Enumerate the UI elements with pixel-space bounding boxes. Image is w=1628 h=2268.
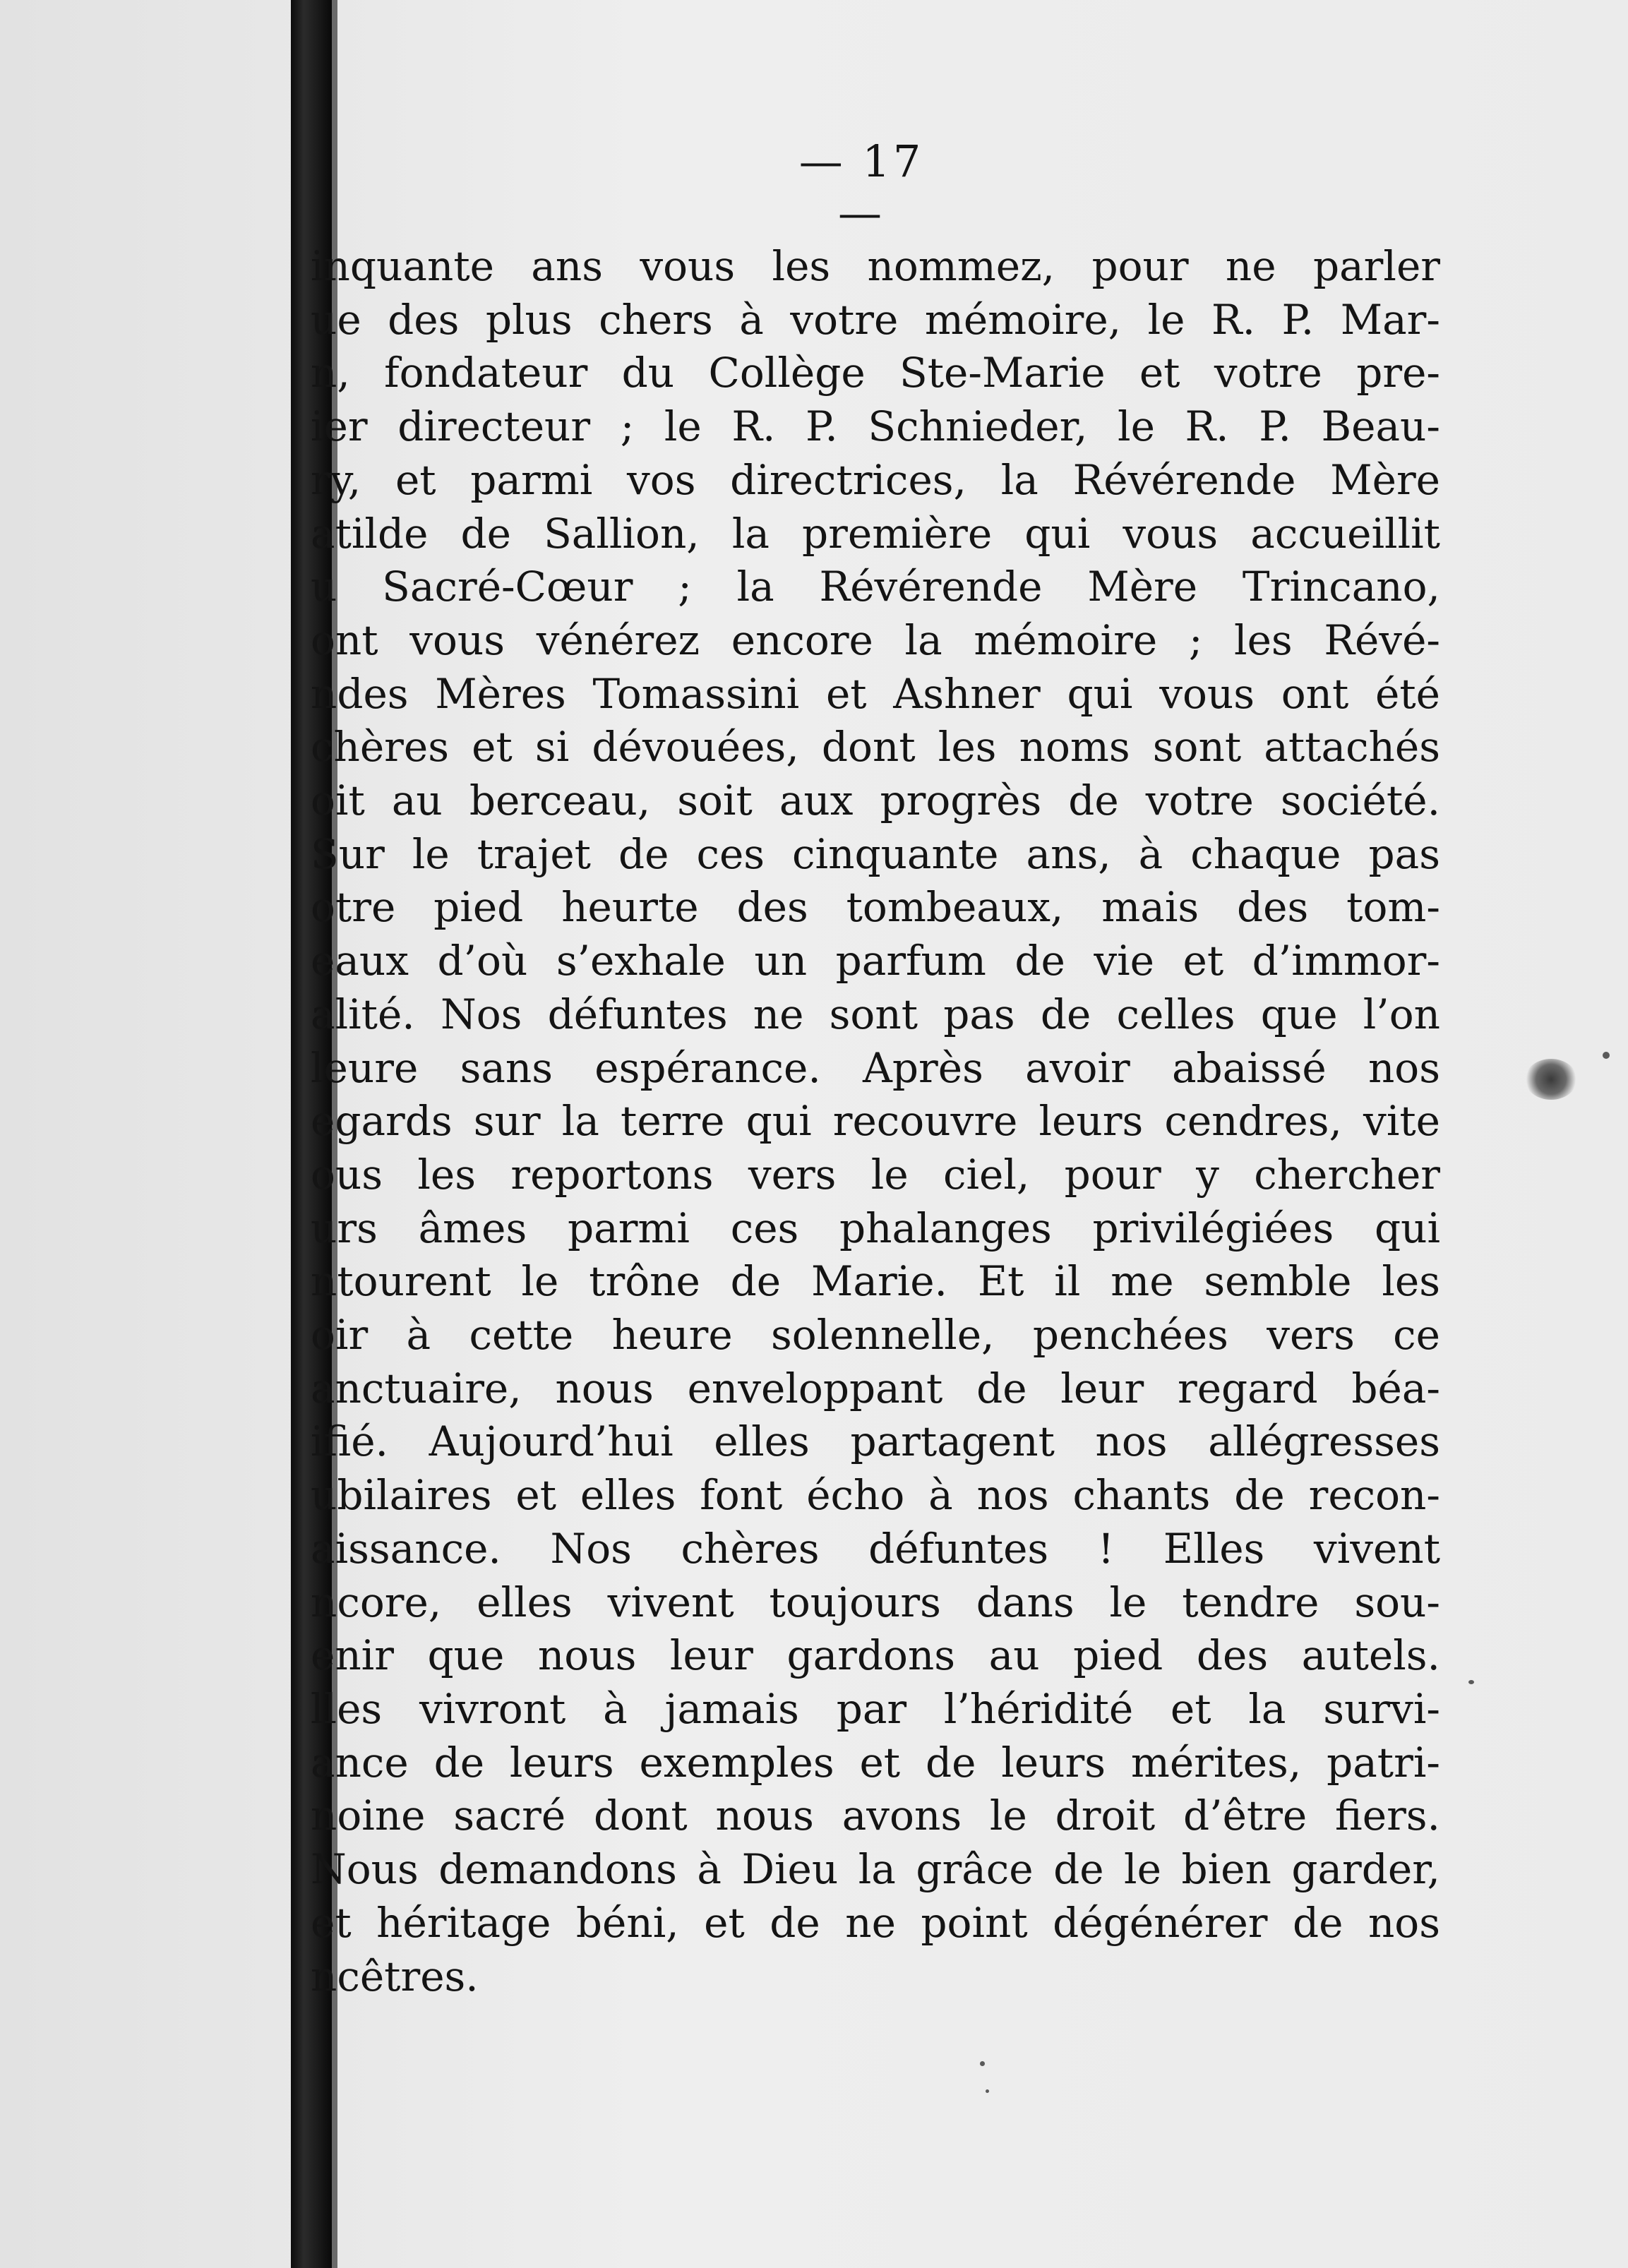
text-line: ous les reportons vers le ciel, pour y chercher [311,1150,1440,1199]
adjacent-page-line [0,639,311,692]
adjacent-page-line [0,262,311,316]
adjacent-page-line [0,208,311,261]
text-line: urs âmes parmi ces phalanges privilégiées qui [311,1204,1440,1252]
text-line: ier directeur ; le R. P. Schnieder, le R. P. Beau- [311,402,1440,451]
text-line: chères et si dévouées, dont les noms sont attachés [311,723,1440,772]
speck [980,2061,985,2066]
ink-smudge [1525,1059,1577,1100]
text-line: oit au berceau, soit aux progrès de votre société. [311,776,1440,825]
text-line: ndes Mères Tomassini et Ashner qui vous ont été [311,669,1440,718]
text-line: eaux d’où s’exhale un parfum de vie et d’immor- [311,937,1440,985]
text-line: et héritage béni, et de ne point dégénérer de nos [311,1898,1440,1947]
adjacent-page-line [0,1069,311,1123]
speck [986,2089,989,2093]
text-line: n, fondateur du Collège Ste-Marie et votre pre- [311,349,1440,397]
adjacent-page-line [0,692,311,746]
adjacent-page-line [0,854,311,908]
adjacent-page-line [0,424,311,477]
text-line: Sur le trajet de ces cinquante ans, à chaque pas [311,829,1440,878]
text-line: lles vivront à jamais par l’héridité et la survi- [311,1684,1440,1733]
text-line: ance de leurs exemples et de leurs mérites, patri- [311,1738,1440,1787]
adjacent-page-line [0,800,311,854]
text-line: ont vous vénérez encore la mémoire ; les Révé- [311,616,1440,664]
text-line: u Sacré-Cœur ; la Révérende Mère Trincano, [311,563,1440,611]
adjacent-page-line [0,1393,311,1446]
adjacent-page-line [0,962,311,1016]
adjacent-page-line [0,1770,311,1823]
adjacent-page-line [0,154,311,208]
text-line: noine sacré dont nous avons le droit d’être fiers. [311,1792,1440,1840]
text-line: ncore, elles vivent toujours dans le tendre sou- [311,1578,1440,1626]
text-line: atilde de Sallion, la première qui vous accueillit [311,509,1440,558]
speck [1468,1680,1474,1684]
adjacent-page-line [0,1662,311,1715]
text-line: ubilaires et elles font écho à nos chants de recon- [311,1471,1440,1520]
adjacent-page-line [0,1878,311,1931]
adjacent-page-line [0,1501,311,1554]
adjacent-page-line [0,1716,311,1770]
text-line: Nous demandons à Dieu la grâce de le bien garder, [311,1845,1440,1894]
text-line: otre pied heurte des tombeaux, mais des tom- [311,883,1440,932]
text-line: ntourent le trône de Marie. Et il me semble les [311,1257,1440,1306]
page-number: — 17 — [798,136,924,239]
adjacent-page-line [0,1123,311,1177]
main-text-block [311,240,1454,2047]
adjacent-page-line [0,746,311,800]
speck [1603,1052,1610,1059]
adjacent-page-line [0,908,311,961]
adjacent-page-line [0,584,311,638]
adjacent-page-line [0,316,311,369]
adjacent-page-line [0,1016,311,1069]
text-line: enir que nous leur gardons au pied des autels. [311,1631,1440,1680]
adjacent-page-line [0,1446,311,1500]
adjacent-page-fragment [0,154,311,2060]
text-line: ue des plus chers à votre mémoire, le R. P. Mar- [311,295,1440,344]
adjacent-page-line [0,369,311,423]
text-line: alité. Nos défuntes ne sont pas de celles que l’on [311,990,1440,1038]
text-line: egards sur la terre qui recouvre leurs cendres, vite [311,1097,1440,1146]
text-line: leure sans espérance. Après avoir abaissé nos [311,1043,1440,1092]
text-line: oir à cette heure solennelle, penchées vers ce [311,1311,1440,1360]
adjacent-page-line [0,531,311,584]
text-line: ry, et parmi vos directrices, la Révérende Mère [311,455,1440,504]
adjacent-page-line [0,1177,311,1231]
adjacent-page-line [0,1231,311,1285]
text-line: inquante ans vous les nommez, pour ne parler [311,242,1440,290]
adjacent-page-line [0,1608,311,1662]
adjacent-page-line [0,1339,311,1393]
text-line: anctuaire, nous enveloppant de leur regard béa- [311,1364,1440,1412]
text-line: aissance. Nos chères défuntes ! Elles vivent [311,1524,1440,1573]
adjacent-page-line [0,477,311,531]
text-line: ifié. Aujourd’hui elles partagent nos allégresses [311,1417,1440,1466]
adjacent-page-line [0,1823,311,1877]
text-line: ncêtres. [311,1952,479,2000]
